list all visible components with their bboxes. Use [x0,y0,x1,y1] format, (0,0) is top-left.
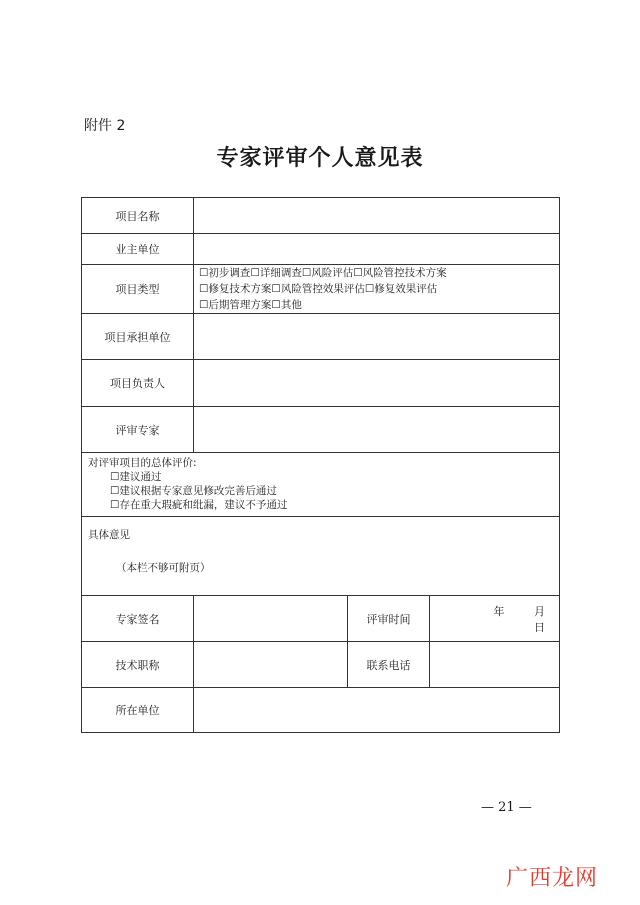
row-review-expert [82,407,560,453]
row-specific-opinion [82,517,560,596]
day-label: 日 [534,620,546,634]
project-name-label: 项目名称 [82,198,194,234]
project-lead-field[interactable] [194,360,560,407]
overall-option-pass[interactable]: ☐建议通过 [110,471,162,483]
month-label: 月 [534,604,546,618]
row-signature [82,596,560,642]
specific-opinion-note: （本栏不够可附页） [116,562,211,574]
project-type-options [194,265,560,314]
watermark-logo: 广西龙网 [506,866,599,891]
row-title-phone [82,642,560,688]
unit-label: 所在单位 [82,688,194,733]
specific-opinion-label: 具体意见 [88,529,130,541]
undertaking-unit-label: 项目承担单位 [82,314,194,360]
project-type-option-line[interactable]: ☐初步调查☐详细调查☐风险评估☐风险管控技术方案 [199,267,447,279]
review-form-table [81,197,560,733]
project-type-option-line[interactable]: ☐修复技术方案☐风险管控效果评估☐修复效果评估 [199,283,438,295]
row-project-name [82,198,560,234]
technical-title-label: 技术职称 [82,642,194,688]
owner-unit-label: 业主单位 [82,234,194,265]
project-name-field[interactable] [194,198,560,234]
phone-field[interactable] [430,642,560,688]
overall-evaluation-label: 对评审项目的总体评价: [88,457,197,469]
overall-option-revise[interactable]: ☐建议根据专家意见修改完善后通过 [110,485,277,497]
project-lead-label: 项目负责人 [82,360,194,407]
expert-signature-field[interactable] [194,596,348,642]
phone-label: 联系电话 [348,642,430,688]
overall-option-reject[interactable]: ☐存在重大瑕疵和纰漏，建议不予通过 [110,499,288,511]
review-expert-field[interactable] [194,407,560,453]
year-label: 年 [493,604,505,618]
unit-field[interactable] [194,688,560,733]
owner-unit-field[interactable] [194,234,560,265]
overall-evaluation-cell [82,453,560,517]
attachment-label: 附件 2 [84,118,126,134]
page-number: — 21 — [481,800,532,815]
row-undertaking-unit [82,314,560,360]
project-type-label: 项目类型 [82,265,194,314]
project-type-option-line[interactable]: ☐后期管理方案☐其他 [199,299,302,311]
row-project-lead [82,360,560,407]
specific-opinion-cell[interactable] [82,517,560,596]
undertaking-unit-field[interactable] [194,314,560,360]
review-expert-label: 评审专家 [82,407,194,453]
technical-title-field[interactable] [194,642,348,688]
row-unit [82,688,560,733]
row-project-type [82,265,560,314]
review-time-label: 评审时间 [348,596,430,642]
review-date-field[interactable] [430,596,560,642]
expert-signature-label: 专家签名 [82,596,194,642]
row-overall-evaluation [82,453,560,517]
page-title: 专家评审个人意见表 [216,145,424,171]
row-owner-unit [82,234,560,265]
